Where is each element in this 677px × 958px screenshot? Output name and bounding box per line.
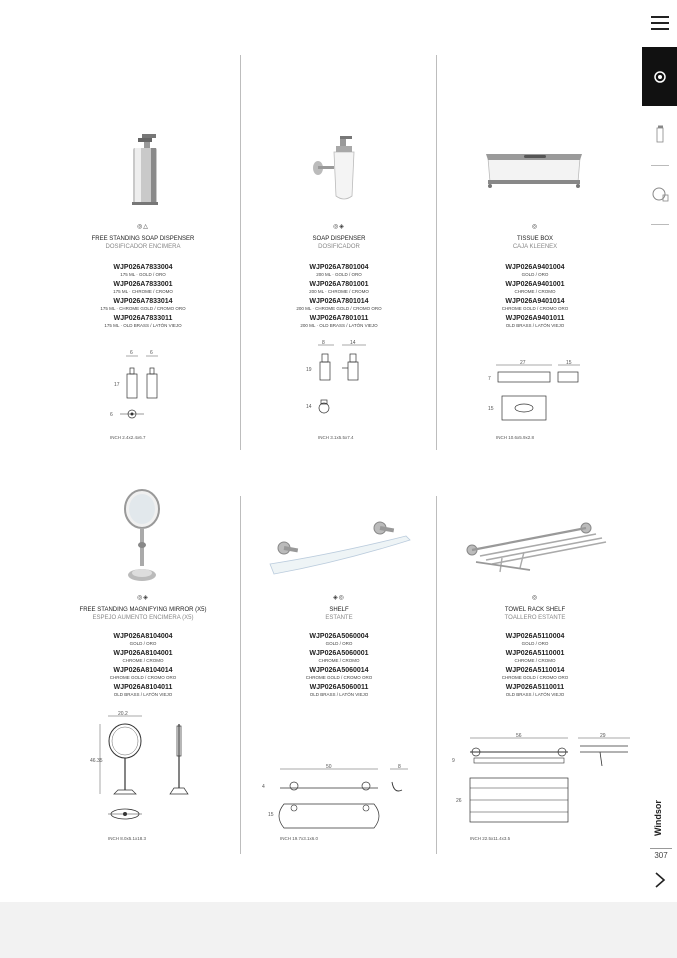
dimension-note: INCH 8.0x5.1x18.3 — [108, 836, 147, 841]
tissue-box-photo — [440, 140, 630, 200]
variant-row — [244, 633, 434, 650]
dimension-note: INCH 2.4x2.4x6.7 — [110, 435, 146, 440]
product-name-es: ESTANTE — [325, 615, 353, 621]
product-finish: OLD BRASS / LATÓN VIEJO — [505, 692, 565, 697]
dimension-label: 17 — [114, 382, 120, 388]
product-code: WJP026A9401001 — [505, 281, 565, 288]
product-finish: CHROME GOLD / CROMO ORO — [501, 675, 569, 680]
product-code: WJP026A7833011 — [113, 315, 173, 322]
variant-list — [48, 264, 238, 332]
product-finish: 200 ML · CHROME GOLD / CROMO ORO — [296, 306, 382, 311]
product-name-es: ESPEJO AUMENTO ENCIMERA (X5) — [92, 615, 194, 621]
technical-drawing — [48, 346, 238, 426]
technical-drawing — [48, 708, 238, 830]
dimension-label: 46.35 — [90, 758, 103, 764]
variant-row — [440, 264, 630, 281]
product-finish: 175 ML · CHROME GOLD / CROMO ORO — [100, 306, 186, 311]
dimension-label: 9 — [452, 758, 455, 764]
product-code: WJP026A9401014 — [505, 298, 565, 305]
variant-row — [244, 315, 434, 332]
dimension-label: 15 — [268, 812, 274, 818]
rail-divider — [651, 165, 669, 166]
product-name-es: CAJA KLEENEX — [512, 244, 558, 250]
product-finish: OLD BRASS / LATÓN VIEJO — [113, 692, 173, 697]
dimension-note: INCH 3.1x5.5x7.4 — [318, 435, 354, 440]
mirror-photo — [48, 485, 238, 585]
column-divider — [436, 496, 437, 854]
dimension-label: 6 — [110, 412, 113, 418]
dimension-label: 14 — [350, 340, 356, 346]
dimension-label: 8 — [398, 764, 401, 770]
care-symbols: ◎◈ — [137, 595, 149, 601]
product-finish: CHROME / CROMO — [514, 289, 556, 294]
technical-drawing — [440, 356, 630, 426]
dimension-label: 7 — [488, 376, 491, 382]
hamburger-icon-line — [651, 22, 669, 24]
product-name-en: FREE STANDING MAGNIFYING MIRROR (X5) — [79, 607, 207, 613]
product-code: WJP026A5110011 — [505, 684, 565, 691]
variant-row — [440, 667, 630, 684]
product-finish: OLD BRASS / LATÓN VIEJO — [505, 323, 565, 328]
mirror-thumb-icon — [651, 185, 669, 203]
hamburger-icon — [651, 16, 669, 18]
product-finish: 200 ML · CHROME / CROMO — [309, 289, 369, 294]
variant-row — [244, 281, 434, 298]
hamburger-icon-line — [651, 28, 669, 30]
product-name-es: DOSIFICADOR ENCIMERA — [105, 244, 181, 250]
product-finish: 200 ML · GOLD / ORO — [316, 272, 362, 277]
circle-loader-icon — [653, 70, 667, 84]
product-code: WJP026A5110001 — [505, 650, 565, 657]
variant-list — [244, 633, 434, 701]
variant-list — [440, 264, 630, 332]
product-name-en: SOAP DISPENSER — [312, 236, 366, 242]
technical-drawing — [244, 760, 434, 830]
variant-list — [244, 264, 434, 332]
variant-row — [440, 315, 630, 332]
product-finish: CHROME GOLD / CROMO ORO — [501, 306, 569, 311]
dimension-label: 14 — [306, 404, 312, 410]
product-code: WJP026A7801004 — [309, 264, 369, 271]
variant-row — [244, 298, 434, 315]
product-finish: CHROME / CROMO — [514, 658, 556, 663]
product-finish: CHROME GOLD / CROMO ORO — [109, 675, 177, 680]
variant-row — [244, 264, 434, 281]
product-finish: GOLD / ORO — [129, 641, 157, 646]
product-name-en: TOWEL RACK SHELF — [504, 607, 566, 613]
product-code: WJP026A8104004 — [113, 633, 173, 640]
product-code: WJP026A8104001 — [113, 650, 173, 657]
column-divider — [240, 55, 241, 450]
care-symbols: ◎ — [531, 595, 539, 601]
care-symbols: ◈◎ — [333, 595, 345, 601]
soap-dispenser-photo — [48, 130, 238, 210]
dimension-note: INCH 10.6x5.9x2.8 — [496, 435, 535, 440]
product-finish: CHROME GOLD / CROMO ORO — [305, 675, 373, 680]
variant-row — [440, 650, 630, 667]
product-finish: 200 ML · OLD BRASS / LATÓN VIEJO — [300, 323, 378, 328]
variant-row — [440, 298, 630, 315]
dimension-label: 26 — [456, 798, 462, 804]
product-code: WJP026A7801001 — [309, 281, 369, 288]
chevron-right-icon — [650, 870, 670, 890]
product-finish: 175 ML · CHROME / CROMO — [113, 289, 173, 294]
dimension-label: 27 — [520, 360, 526, 366]
soap-dispenser-photo — [244, 130, 434, 210]
variant-row — [48, 650, 238, 667]
product-code: WJP026A7833001 — [113, 281, 173, 288]
section-label: Windsor — [653, 800, 663, 836]
variant-list — [48, 633, 238, 701]
dimension-label: 6 — [150, 350, 153, 356]
product-code: WJP026A5060011 — [309, 684, 369, 691]
product-name-en: FREE STANDING SOAP DISPENSER — [91, 236, 195, 242]
product-finish: CHROME / CROMO — [318, 658, 360, 663]
product-code: WJP026A7833014 — [113, 298, 173, 305]
product-finish: GOLD / ORO — [521, 641, 549, 646]
care-symbols: ◎ — [531, 224, 539, 230]
dimension-label: 4 — [262, 784, 265, 790]
shelf-photo — [244, 512, 434, 582]
dimension-label: 56 — [516, 733, 522, 739]
product-name-es: DOSIFICADOR — [318, 244, 360, 250]
towel-rack-photo — [440, 512, 630, 582]
dimension-label: 8 — [322, 340, 325, 346]
page-thumbnail-dispenser[interactable] — [650, 123, 670, 145]
dimension-label: 50 — [326, 764, 332, 770]
product-code: WJP026A7801011 — [309, 315, 369, 322]
dispenser-thumb-icon — [654, 125, 666, 143]
product-finish: OLD BRASS / LATÓN VIEJO — [309, 692, 369, 697]
technical-drawing — [244, 338, 434, 428]
variant-row — [244, 684, 434, 701]
variant-row — [48, 315, 238, 332]
product-code: WJP026A7833004 — [113, 264, 173, 271]
variant-row — [244, 667, 434, 684]
page-thumbnail-mirror[interactable] — [650, 183, 670, 205]
dimension-note: INCH 22.5x11.4x3.5 — [470, 836, 511, 841]
product-code: WJP026A8104011 — [113, 684, 173, 691]
care-symbols: ◎△ — [137, 224, 149, 230]
variant-row — [48, 264, 238, 281]
variant-row — [440, 281, 630, 298]
product-code: WJP026A5110004 — [505, 633, 565, 640]
product-finish: GOLD / ORO — [521, 272, 549, 277]
rail-divider — [651, 224, 669, 225]
product-code: WJP026A9401004 — [505, 264, 565, 271]
column-divider — [240, 496, 241, 854]
variant-row — [48, 298, 238, 315]
dimension-note: INCH 19.7x3.1x6.0 — [280, 836, 319, 841]
variant-row — [244, 650, 434, 667]
product-code: WJP026A5110014 — [505, 667, 565, 674]
variant-row — [48, 281, 238, 298]
dimension-label: 20.2 — [118, 711, 128, 717]
dimension-label: 15 — [488, 406, 494, 412]
care-symbols: ◎◈ — [333, 224, 345, 230]
variant-row — [440, 633, 630, 650]
dimension-label: 6 — [130, 350, 133, 356]
product-finish: 175 ML · OLD BRASS / LATÓN VIEJO — [104, 323, 182, 328]
variant-row — [48, 684, 238, 701]
next-page-button[interactable] — [650, 870, 670, 890]
product-name-en: SHELF — [329, 607, 349, 613]
product-code: WJP026A7801014 — [309, 298, 369, 305]
product-name-es: TOALLERO ESTANTE — [504, 615, 566, 621]
product-code: WJP026A5060004 — [309, 633, 369, 640]
page-number: 307 — [650, 848, 672, 860]
dimension-label: 29 — [600, 733, 606, 739]
variant-row — [48, 667, 238, 684]
technical-drawing — [440, 730, 630, 830]
product-name-en: TISSUE BOX — [516, 236, 553, 242]
dimension-label: 19 — [306, 367, 312, 373]
variant-row — [440, 684, 630, 701]
variant-list — [440, 633, 630, 701]
dimension-label: 15 — [566, 360, 572, 366]
product-finish: GOLD / ORO — [325, 641, 353, 646]
product-finish: 175 ML · GOLD / ORO — [120, 272, 166, 277]
product-code: WJP026A8104014 — [113, 667, 173, 674]
product-finish: CHROME / CROMO — [122, 658, 164, 663]
column-divider — [436, 55, 437, 450]
product-code: WJP026A9401011 — [505, 315, 565, 322]
variant-row — [48, 633, 238, 650]
current-page-tab[interactable] — [642, 47, 677, 106]
hamburger-menu-button[interactable] — [651, 16, 669, 34]
bottom-band — [0, 902, 677, 958]
product-code: WJP026A5060014 — [309, 667, 369, 674]
product-code: WJP026A5060001 — [309, 650, 369, 657]
